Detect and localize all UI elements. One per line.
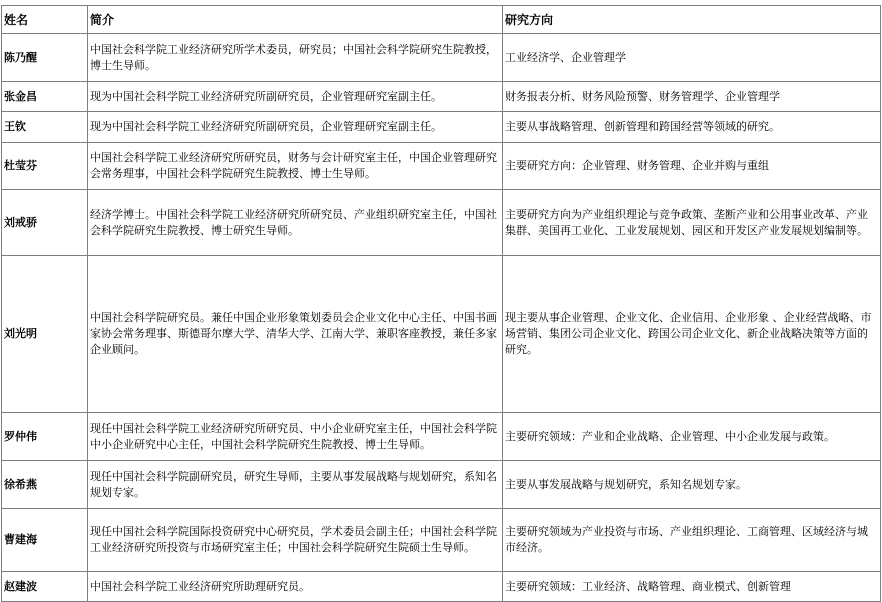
cell-intro: 中国社会科学院工业经济研究所研究员，财务与会计研究室主任，中国企业管理研究会常务理事，中国社会科学院研究生院教授、博士生导师。 [88, 143, 503, 190]
cell-name: 杜莹芬 [2, 143, 88, 190]
table-row [2, 143, 881, 190]
cell-intro: 现任中国社会科学院工业经济研究所研究员、中小企业研究室主任，中国社会科学院中小企业研究中心主任，中国社会科学院研究生院教授、博士生导师。 [88, 413, 503, 461]
table-row [2, 461, 881, 509]
cell-direction: 主要研究方向为产业组织理论与竞争政策、垄断产业和公用事业改革、产业集群、美国再工业化、工业发展规划、园区和开发区产业发展规划编制等。 [503, 190, 881, 256]
cell-direction: 主要研究领域：产业和企业战略、企业管理、中小企业发展与政策。 [503, 413, 881, 461]
header-row [2, 6, 881, 34]
cell-intro: 中国社会科学院工业经济研究所学术委员，研究员；中国社会科学院研究生院教授，博士生导师。 [88, 34, 503, 82]
researcher-table [1, 5, 881, 602]
cell-name: 曹建海 [2, 509, 88, 572]
cell-name: 罗仲伟 [2, 413, 88, 461]
cell-name: 刘戒骄 [2, 190, 88, 256]
cell-intro: 经济学博士。中国社会科学院工业经济研究所研究员、产业组织研究室主任，中国社会科学院研究生院教授、博士研究生导师。 [88, 190, 503, 256]
cell-direction: 主要研究领域：工业经济、战略管理、商业模式、创新管理 [503, 572, 881, 602]
cell-intro: 现任中国社会科学院国际投资研究中心研究员，学术委员会副主任；中国社会科学院工业经济研究所投资与市场研究室主任；中国社会科学院研究生院硕士生导师。 [88, 509, 503, 572]
table-row [2, 190, 881, 256]
cell-name: 陈乃醒 [2, 34, 88, 82]
table-row [2, 256, 881, 413]
cell-name: 刘光明 [2, 256, 88, 413]
cell-name: 赵建波 [2, 572, 88, 602]
table-row [2, 413, 881, 461]
header-intro: 简介 [88, 6, 503, 34]
table-row [2, 572, 881, 602]
cell-intro: 现任中国社会科学院副研究员，研究生导师，主要从事发展战略与规划研究，系知名规划专家。 [88, 461, 503, 509]
cell-direction: 现主要从事企业管理、企业文化、企业信用、企业形象 、企业经营战略、市场营销、集团公司企业文化、跨国公司企业文化、新企业战略决策等方面的研究。 [503, 256, 881, 413]
cell-direction: 工业经济学、企业管理学 [503, 34, 881, 82]
cell-intro: 现为中国社会科学院工业经济研究所副研究员，企业管理研究室副主任。 [88, 82, 503, 112]
cell-name: 张金昌 [2, 82, 88, 112]
cell-direction: 主要从事战略管理、创新管理和跨国经营等领域的研究。 [503, 112, 881, 143]
cell-intro: 中国社会科学院研究员。兼任中国企业形象策划委员会企业文化中心主任、中国书画家协会常务理事、斯德哥尔摩大学、清华大学、江南大学、兼职客座教授，兼任多家企业顾问。 [88, 256, 503, 413]
cell-intro: 现为中国社会科学院工业经济研究所副研究员，企业管理研究室副主任。 [88, 112, 503, 143]
table-row [2, 509, 881, 572]
table-row [2, 34, 881, 82]
header-direction: 研究方向 [503, 6, 881, 34]
cell-name: 徐希燕 [2, 461, 88, 509]
table-row [2, 82, 881, 112]
cell-intro: 中国社会科学院工业经济研究所助理研究员。 [88, 572, 503, 602]
table-row [2, 112, 881, 143]
header-name: 姓名 [2, 6, 88, 34]
cell-direction: 主要研究领域为产业投资与市场、产业组织理论、工商管理、区域经济与城市经济。 [503, 509, 881, 572]
cell-name: 王钦 [2, 112, 88, 143]
cell-direction: 主要研究方向：企业管理、财务管理、企业并购与重组 [503, 143, 881, 190]
cell-direction: 主要从事发展战略与规划研究，系知名规划专家。 [503, 461, 881, 509]
cell-direction: 财务报表分析、财务风险预警、财务管理学、企业管理学 [503, 82, 881, 112]
